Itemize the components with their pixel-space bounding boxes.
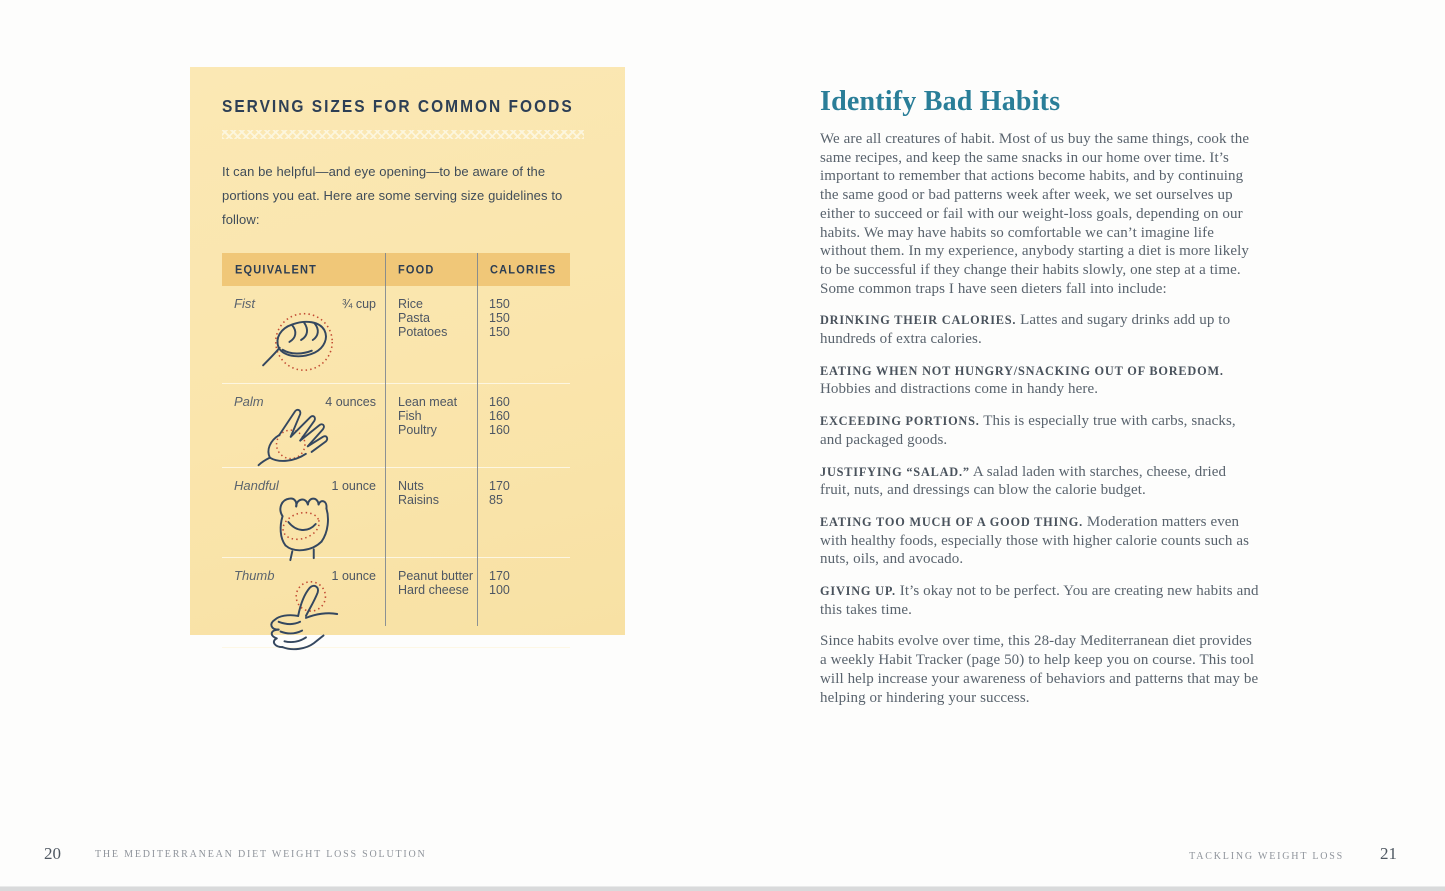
column-header-calories: CALORIES (490, 262, 557, 277)
page-bottom-edge (0, 886, 1445, 891)
fist-icon (254, 303, 354, 377)
equivalent-label: Palm (234, 394, 264, 409)
section-heading: Identify Bad Habits (820, 86, 1061, 117)
calories-cell: 170 85 (489, 479, 510, 507)
right-page-content (820, 86, 1260, 707)
habit-item (820, 362, 1260, 399)
habit-item (820, 582, 1260, 619)
column-header-food: FOOD (398, 262, 435, 277)
serving-sizes-table (222, 253, 570, 648)
table-row (222, 558, 570, 648)
habit-lead: DRINKING THEIR CALORIES. (820, 313, 1017, 328)
food-cell: Lean meat Fish Poultry (398, 395, 458, 437)
thumb-icon (254, 575, 354, 653)
table-row (222, 468, 570, 558)
box-title: SERVING SIZES FOR COMMON FOODS (222, 97, 574, 117)
habit-text: A salad laden with starches, cheese, dried fruit, nuts, and dressings can blow the calorie budget. (820, 463, 1227, 499)
calories-cell: 150 150 150 (489, 297, 510, 339)
table-row (222, 286, 570, 384)
table-header-row (222, 253, 570, 286)
calories-cell: 160 160 160 (489, 395, 510, 437)
equivalent-amount: 1 ounce (331, 569, 376, 583)
habit-text: Hobbies and distractions come in handy here. (820, 381, 1099, 398)
food-cell: Rice Pasta Potatoes (398, 297, 448, 339)
page-number-left: 20 (44, 844, 61, 863)
running-title-right: TACKLING WEIGHT LOSS (1189, 851, 1344, 862)
habit-item (820, 463, 1260, 500)
habit-lead: JUSTIFYING “SALAD.” (820, 464, 970, 479)
footer-right (1189, 844, 1397, 864)
table-row (222, 384, 570, 468)
equivalent-amount: ¾ cup (341, 297, 376, 311)
table-column-divider (477, 253, 478, 626)
habit-lead: EATING TOO MUCH OF A GOOD THING. (820, 514, 1084, 529)
box-intro-text: It can be helpful—and eye opening—to be aware of the portions you eat. Here are some serving size guidelines to follow: (222, 164, 563, 227)
equivalent-label: Fist (234, 296, 255, 311)
intro-paragraph: We are all creatures of habit. Most of us buy the same things, cook the same recipes, and keep the same snacks in our home over time. It’s important to remember that actions become habits, and by continuing the same good or bad patterns week after week, we set ourselves up either to succeed or fail with our weight-loss goals, depending on our habits. We may have habits so comfortable we can’t imagine life without them. In my experience, anybody starting a diet is more likely to be successful if they change their habits slowly, one step at a time. Some common traps I have seen dieters fall into include: (820, 131, 1250, 297)
equivalent-amount: 1 ounce (331, 479, 376, 493)
habit-lead: EATING WHEN NOT HUNGRY/SNACKING OUT OF BOREDOM. (820, 363, 1224, 378)
food-cell: Peanut butter Hard cheese (398, 569, 474, 597)
serving-sizes-box (190, 67, 625, 635)
equivalent-amount: 4 ounces (325, 395, 376, 409)
handful-icon (254, 485, 354, 563)
table-column-divider (385, 253, 386, 626)
equivalent-cell (222, 558, 385, 647)
column-header-equivalent: EQUIVALENT (235, 262, 318, 277)
habit-item (820, 311, 1260, 348)
equivalent-cell (222, 286, 385, 383)
page-number-right: 21 (1380, 844, 1397, 863)
equivalent-cell (222, 468, 385, 557)
habit-text: It’s okay not to be perfect. You are creating new habits and this takes time. (820, 583, 1259, 618)
habit-text: This is especially true with carbs, snacks, and packaged goods. (820, 413, 1236, 448)
running-title-left: THE MEDITERRANEAN DIET WEIGHT LOSS SOLUTION (95, 849, 427, 860)
calories-cell: 170 100 (489, 569, 510, 597)
habit-text: Lattes and sugary drinks add up to hundreds of extra calories. (820, 312, 1231, 348)
habit-lead: GIVING UP. (820, 584, 896, 599)
habit-item (820, 513, 1260, 569)
habit-text: Moderation matters even with healthy foods, especially those with higher calorie counts such as nuts, oils, and avocado. (820, 513, 1250, 568)
habit-lead: EXCEEDING PORTIONS. (820, 414, 980, 429)
equivalent-label: Thumb (234, 568, 275, 583)
habit-item (820, 412, 1260, 449)
closing-paragraph: Since habits evolve over time, this 28-day Mediterranean diet provides a weekly Habit Tracker (page 50) to help keep you on course. This tool will help increase your awareness of behaviors and patterns that may be helping or hindering your success. (820, 633, 1259, 706)
food-cell: Nuts Raisins (398, 479, 439, 507)
equivalent-label: Handful (234, 478, 279, 493)
equivalent-cell (222, 384, 385, 467)
decorative-divider (222, 130, 584, 139)
